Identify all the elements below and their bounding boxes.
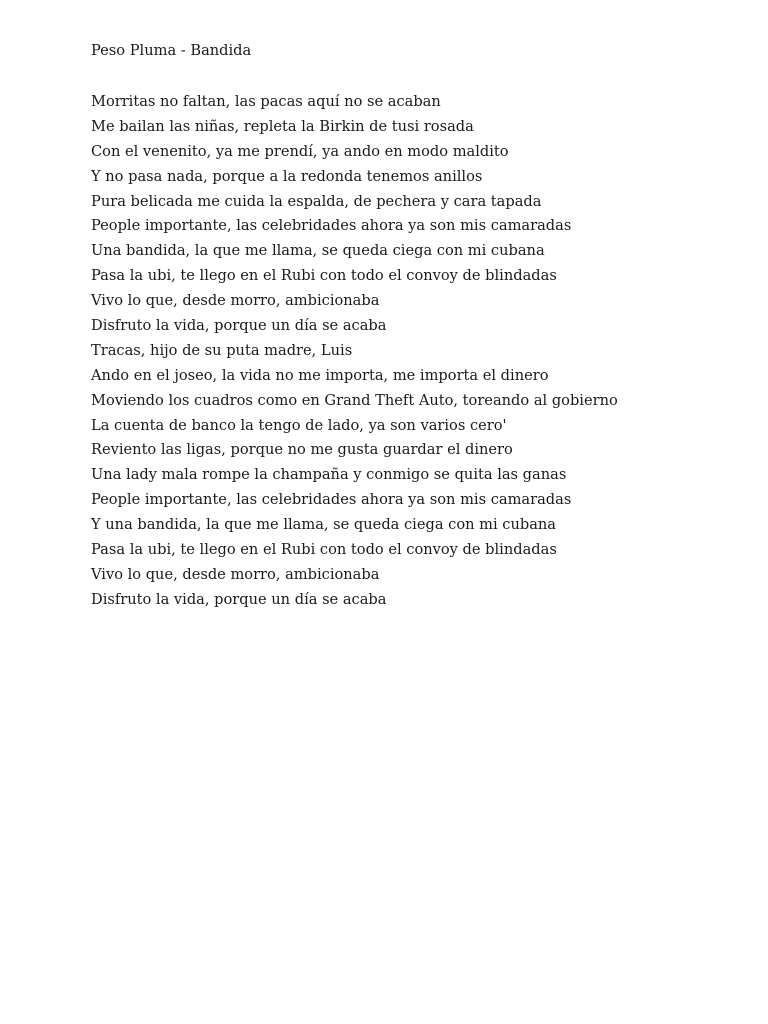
lyric-line: Con el venenito, ya me prendí, ya ando en modo maldito xyxy=(91,142,509,160)
lyric-line: Disfruto la vida, porque un día se acaba xyxy=(91,590,387,608)
lyric-line: Moviendo los cuadros como en Grand Theft Auto, toreando al gobierno xyxy=(91,391,618,409)
lyric-line: Tracas, hijo de su puta madre, Luis xyxy=(91,341,353,359)
lyric-line: Una lady mala rompe la champaña y conmigo se quita las ganas xyxy=(91,466,567,484)
lyric-line: Me bailan las niñas, repleta la Birkin de tusi rosada xyxy=(91,117,474,135)
lyric-line: Pasa la ubi, te llego en el Rubi con todo el convoy de blindadas xyxy=(91,541,557,559)
lyric-line: People importante, las celebridades ahora ya son mis camaradas xyxy=(91,491,572,509)
lyric-line: Disfruto la vida, porque un día se acaba xyxy=(91,317,387,335)
lyric-line: Y una bandida, la que me llama, se queda ciega con mi cubana xyxy=(91,516,557,534)
lyric-line: Reviento las ligas, porque no me gusta guardar el dinero xyxy=(91,441,513,459)
lyric-line: Ando en el joseo, la vida no me importa, me importa el dinero xyxy=(91,366,549,384)
lyric-line: Una bandida, la que me llama, se queda ciega con mi cubana xyxy=(91,242,545,260)
lyric-line: Pasa la ubi, te llego en el Rubi con todo el convoy de blindadas xyxy=(91,267,557,285)
document-title: Peso Pluma - Bandida xyxy=(91,42,252,59)
lyric-line: La cuenta de banco la tengo de lado, ya son varios cero' xyxy=(91,416,507,434)
lyric-line: Vivo lo que, desde morro, ambicionaba xyxy=(91,292,380,310)
lyric-line: Pura belicada me cuida la espalda, de pechera y cara tapada xyxy=(91,192,542,210)
lyric-line: Morritas no faltan, las pacas aquí no se acaban xyxy=(91,93,441,110)
lyric-line: Y no pasa nada, porque a la redonda tenemos anillos xyxy=(91,167,483,185)
lyrics-list xyxy=(91,90,731,613)
lyric-line: People importante, las celebridades ahora ya son mis camaradas xyxy=(91,217,572,235)
lyric-line: Vivo lo que, desde morro, ambicionaba xyxy=(91,565,380,583)
